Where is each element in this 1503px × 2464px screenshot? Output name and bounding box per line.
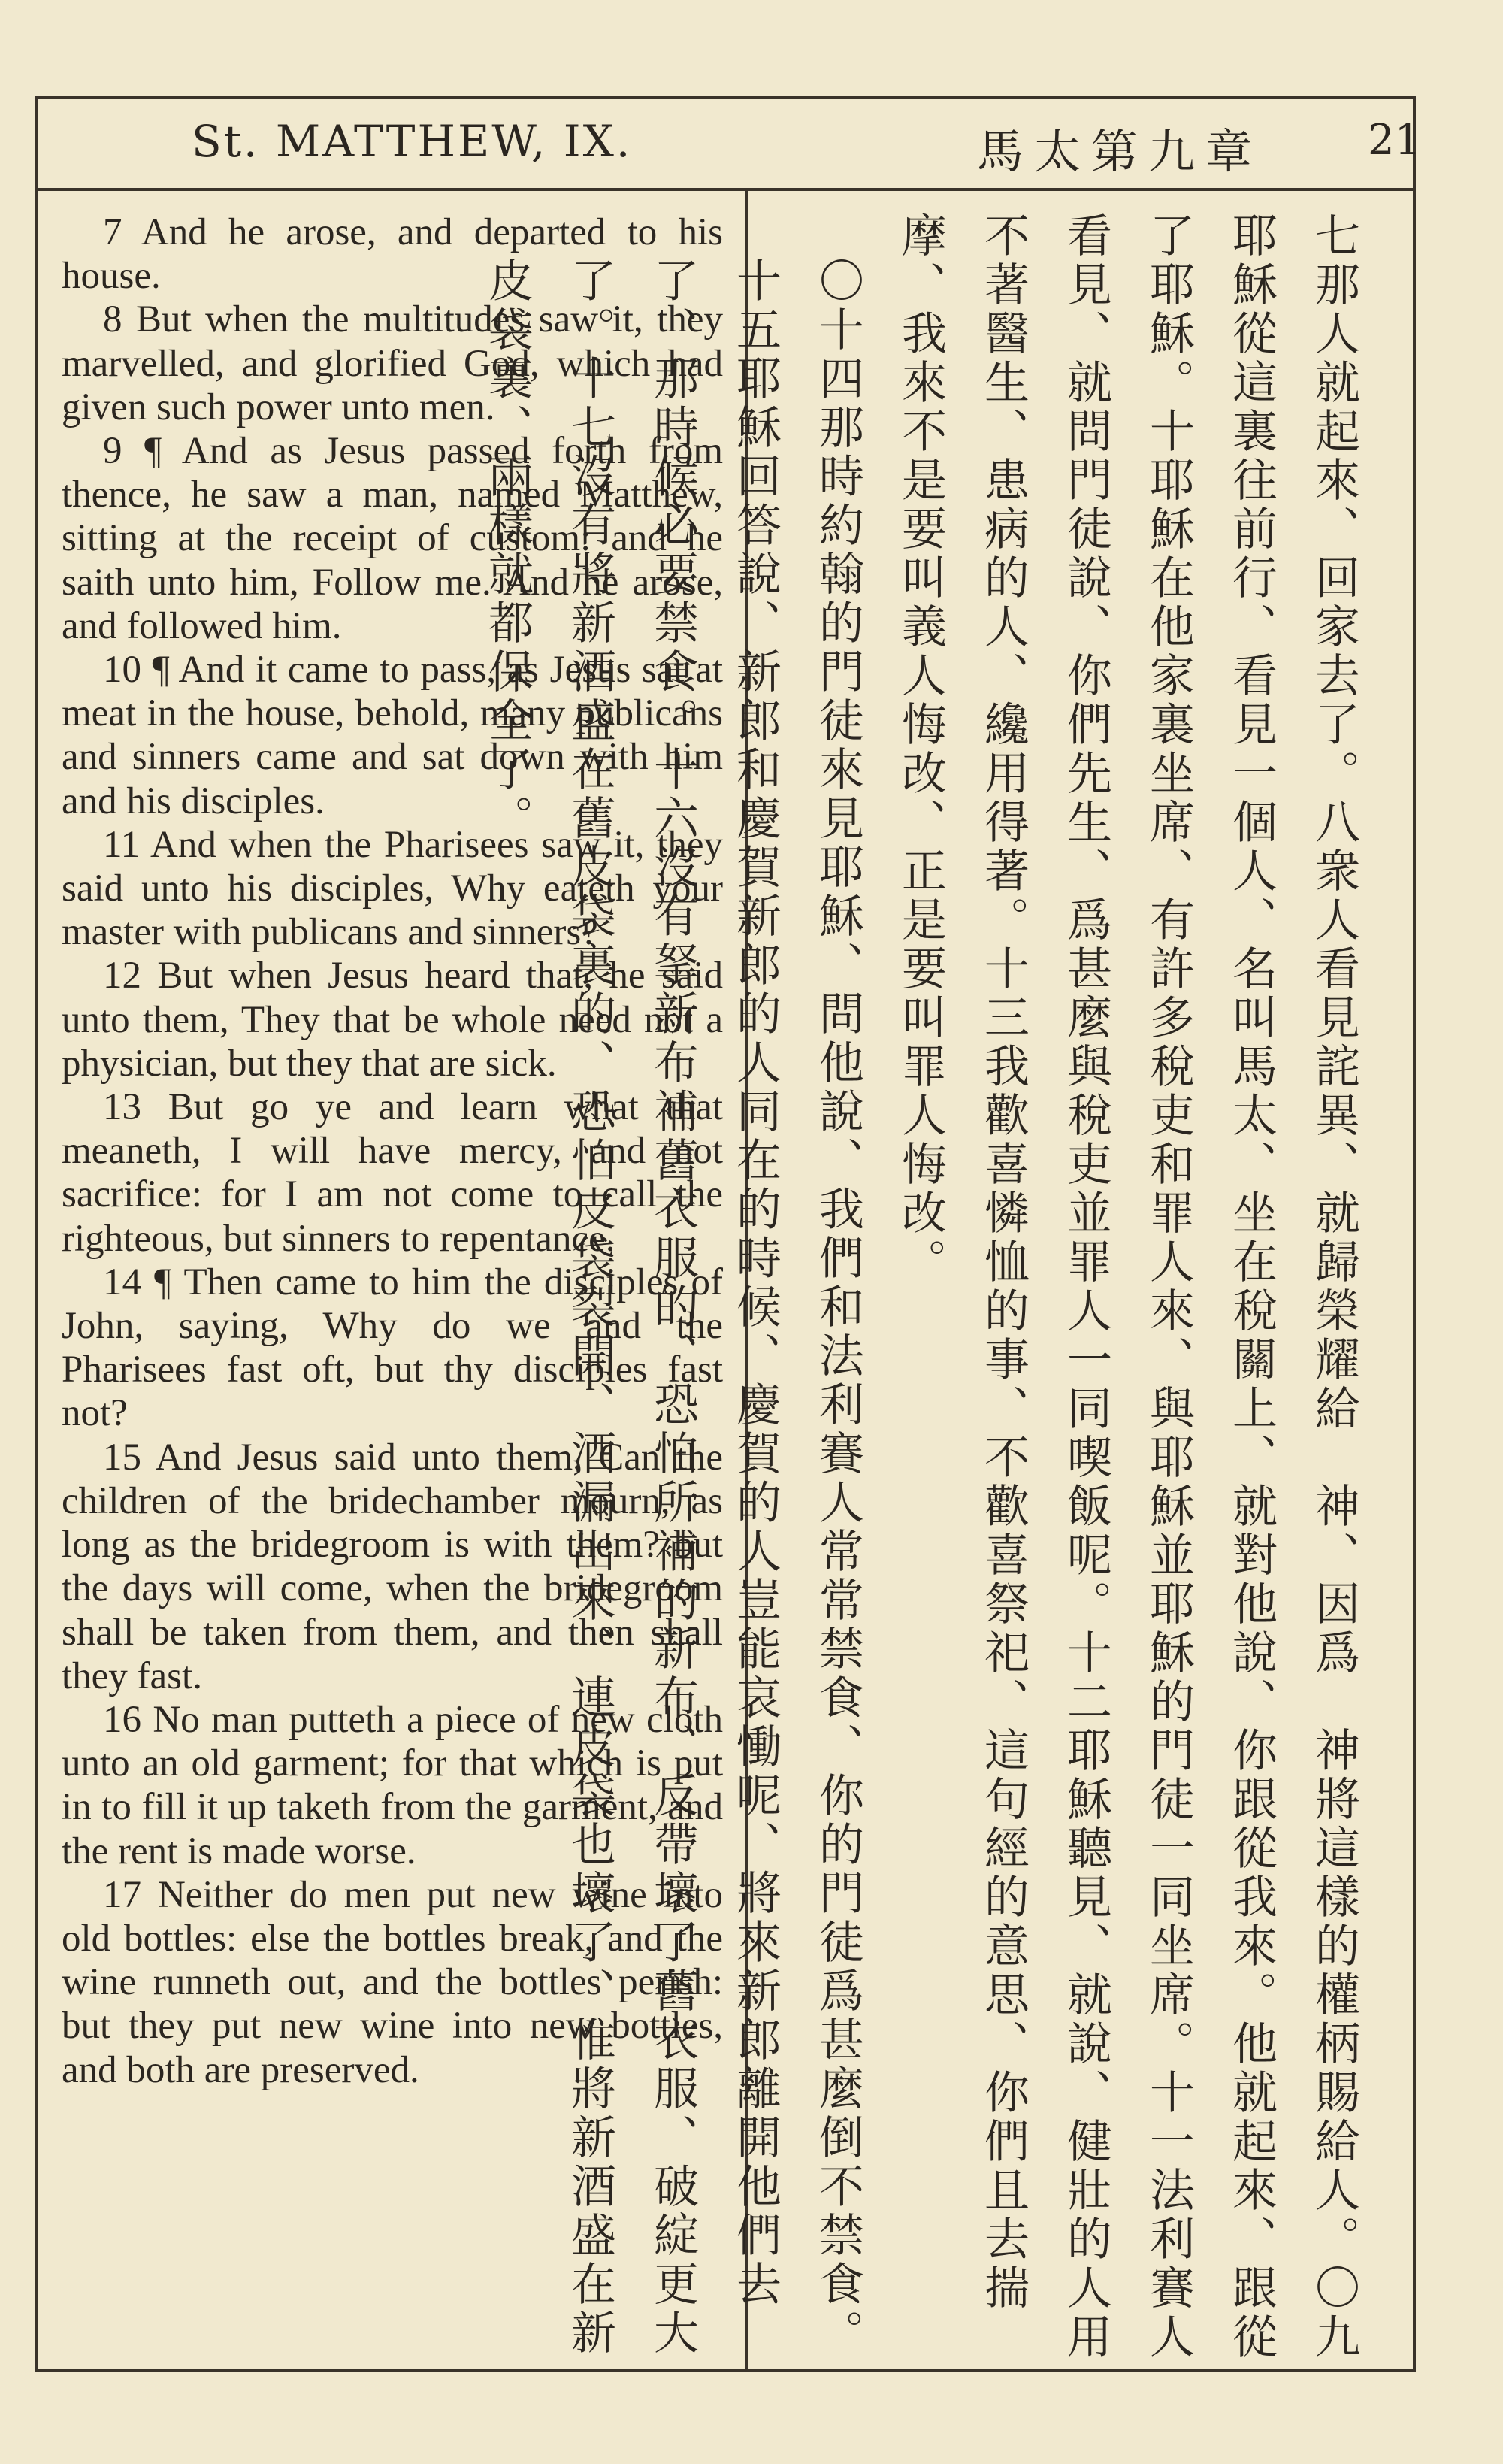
verse-16: 16 No man putteth a piece of new cloth unto an old garment; for that which is put in to fill it up taketh from the garment, and the rent is made worse. [62,1698,723,1872]
running-header [38,99,1422,191]
chinese-paragraph-1: 七那人就起來、回家去了。八衆人看見詫異、就歸榮耀給 神、因爲 神將這樣的權柄賜給人。〇九耶穌從這裏往前行、看見一個人、名叫馬太、坐在稅關上、就對他說、你跟從我來。他就起來、跟從了耶穌。十耶穌在他家裏坐席、有許多稅吏和罪人來、與耶穌並耶穌的門徒一同坐席。十一法利賽人看見、就問門徒說、你們先生、爲甚麼與稅吏並罪人一同喫飯呢。十二耶穌聽見、就說、健壯的人用不著醫生、患病的人、纔用得著。十三我歡喜憐恤的事、不歡喜祭祀、這句經的意思、你們且去揣摩、我來不是要叫義人悔改、正是要叫罪人悔改。 [894,212,1360,2362]
verse-9: 9 ¶ And as Jesus passed forth from thence, he saw a man, named Matthew, sitting at the receipt of custom: and he saith unto him, Follow me. And he arose, and followed him. [62,430,723,647]
english-chapter-title: St. MATTHEW, IX. [192,116,633,167]
verse-17: 17 Neither do men put new wine into old bottles: else the bottles break, and the wine runneth out, and the bottles perish: but they put new wine into new bottles, and both are preserved. [62,1873,723,2091]
verse-13: 13 But go ye and learn what that meaneth, I will have mercy, and not sacrifice: for I am not come to call the righteous, but sinners to repentance. [62,1086,723,1260]
page-number: 21 [1368,116,1422,165]
chinese-chapter-title: 馬太第九章 [977,124,1263,179]
page-frame [35,96,1422,2372]
chinese-paragraph-2: 〇十四那時約翰的門徒來見耶穌、問他說、我們和法利賽人常常禁食、你的門徒爲甚麼倒不禁食。十五耶穌回答說、新郎和慶賀新郎的人同在的時候、慶賀的人豈能哀慟呢、將來新郎離開他們去了、那時候必要禁食。十六沒有拏新布補舊衣服的、恐怕所補的新布、反帶壞了舊衣服、破綻更大了。十七沒有將新酒盛在舊皮袋裏的、恐怕皮袋裂開、酒漏出來、連皮袋也壞了、惟將新酒盛在新皮袋裏、兩樣就都保全了。 [481,257,864,2358]
verse-11: 11 And when the Pharisees saw it, they said unto his disciples, Why eateth your master with publicans and sinners? [62,823,723,954]
chinese-text-column [481,212,1375,2369]
verse-7: 7 And he arose, and departed to his house. [62,211,723,298]
verse-10: 10 ¶ And it came to pass, as Jesus sat at meat in the house, behold, many publicans and sinners came and sat down with him and his disciples. [62,649,723,822]
verse-15: 15 And Jesus said unto them, Can the children of the bridechamber mourn, as long as the bridegroom is with them? but the days will come, when the bridegroom shall be taken from them, and then shall they fast. [62,1436,723,1697]
verse-12: 12 But when Jesus heard that, he said unto them, They that be whole need not a physician, but they that are sick. [62,955,723,1085]
verse-8: 8 But when the multitudes saw it, they marvelled, and glorified God, which had given such power unto men. [62,298,723,428]
verse-14: 14 ¶ Then came to him the disciples of John, saying, Why do we and the Pharisees fast oft, but thy disciples fast not? [62,1261,723,1435]
